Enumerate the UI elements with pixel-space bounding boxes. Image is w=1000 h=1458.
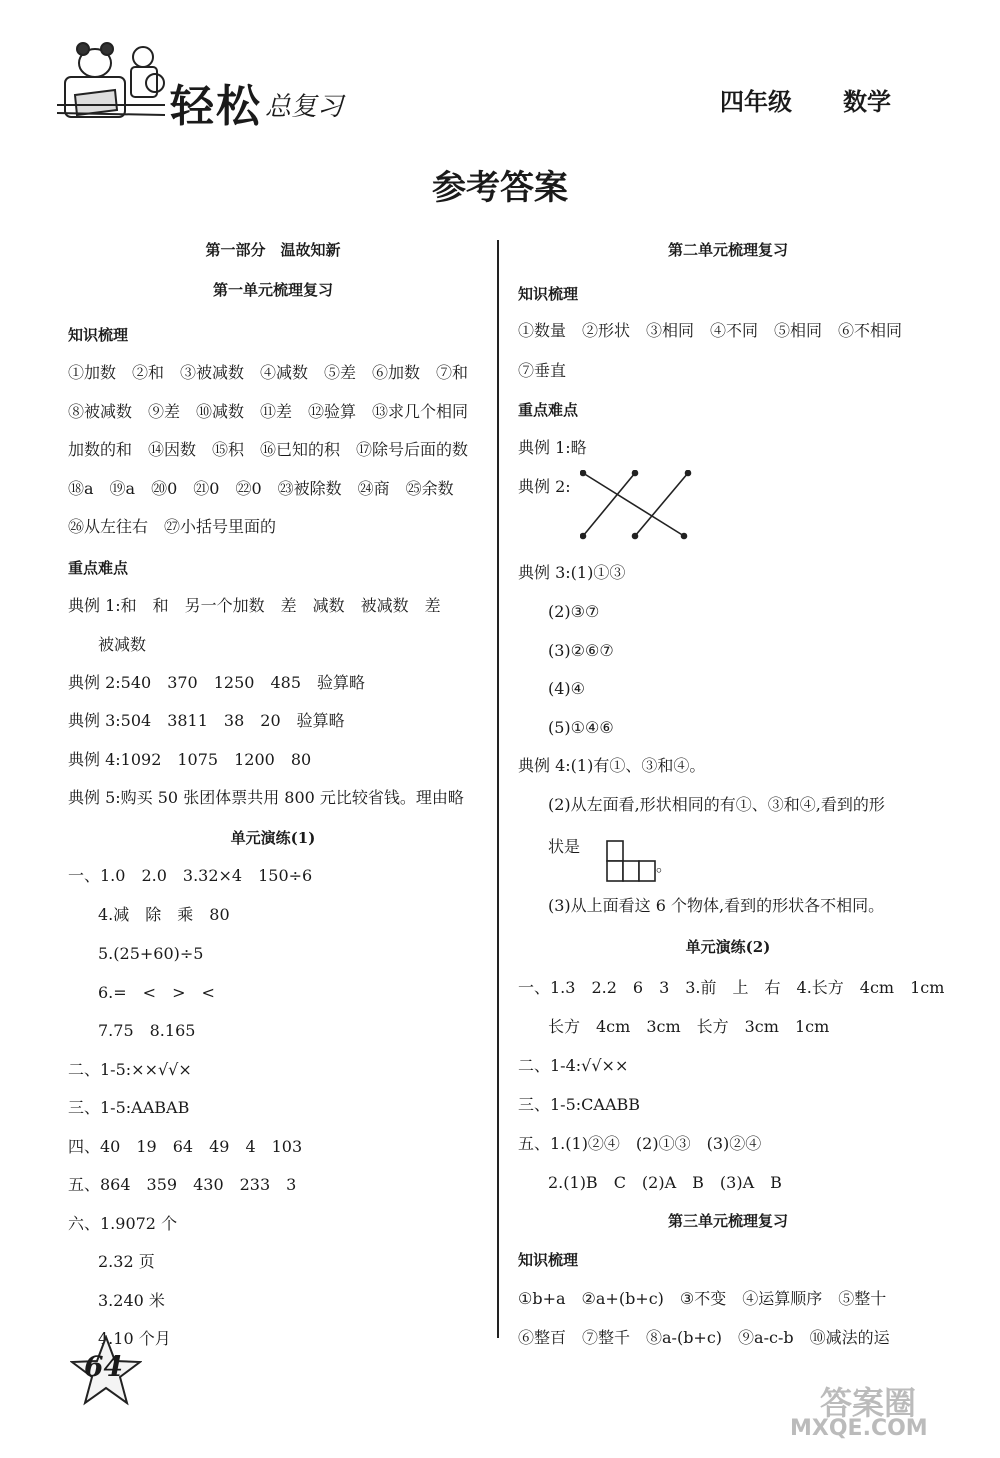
- answer-line: 三、1-5:CAABB: [518, 1095, 641, 1114]
- section-heading: 知识梳理: [518, 1251, 579, 1269]
- answer-line: 二、1-5:××√√×: [68, 1060, 192, 1079]
- answer-line: 典例 1:和 和 另一个加数 差 减数 被减数 差: [68, 596, 441, 615]
- answer-line: 五、1.(1)②④ (2)①③ (3)②④: [518, 1134, 762, 1153]
- answer-line: ①b+a ②a+(b+c) ③不变 ④运算顺序 ⑤整十: [518, 1289, 887, 1308]
- left-column: [68, 240, 478, 1348]
- section-heading: 知识梳理: [68, 326, 129, 344]
- answer-line: 4.10 个月: [98, 1329, 171, 1348]
- answer-line: 六、1.9072 个: [68, 1214, 178, 1233]
- answer-line: ①数量 ②形状 ③相同 ④不同 ⑤相同 ⑥不相同: [518, 321, 903, 340]
- subject-label: 数学: [843, 88, 891, 116]
- shape-suffix: 。: [656, 856, 673, 875]
- answer-line: 典例 2:540 370 1250 485 验算略: [68, 673, 365, 692]
- answer-line: 被减数: [98, 635, 147, 654]
- answer-line: ㉖从左往右 ㉗小括号里面的: [68, 517, 277, 536]
- watermark-url: MXQE.COM: [790, 1416, 928, 1441]
- matching-lines-diagram: [580, 470, 692, 540]
- brand-title: 轻松: [170, 81, 262, 132]
- answer-line: 五、864 359 430 233 3: [68, 1175, 297, 1194]
- answer-line: ⑧被减数 ⑨差 ⑩减数 ⑪差 ⑫验算 ⑬求几个相同: [68, 402, 469, 421]
- page-number: 64: [84, 1350, 123, 1383]
- answer-line: 2.(1)B C (2)A B (3)A B: [548, 1173, 782, 1192]
- answer-line: (2)从左面看,形状相同的有①、③和④,看到的形: [548, 795, 885, 814]
- page-title: 参考答案: [432, 168, 568, 208]
- answer-line: 4.减 除 乘 80: [98, 905, 230, 924]
- section-heading: 第一单元梳理复习: [212, 281, 333, 299]
- section-heading: 重点难点: [68, 559, 129, 577]
- answer-line: 二、1-4:√√××: [518, 1056, 629, 1075]
- left-view-shape-diagram: [606, 840, 656, 882]
- answer-line: 典例 4:(1)有①、③和④。: [518, 756, 706, 775]
- section-heading: 单元演练(1): [230, 829, 316, 847]
- answer-line: ⑦垂直: [518, 361, 567, 380]
- column-divider: [497, 240, 499, 1338]
- answer-line: 长方 4cm 3cm 长方 3cm 1cm: [548, 1017, 830, 1036]
- section-heading: 第一部分 温故知新: [205, 241, 341, 259]
- answer-line: 典例 1:略: [518, 438, 587, 457]
- answer-line: 典例 4:1092 1075 1200 80: [68, 750, 312, 769]
- right-column: [518, 240, 945, 1347]
- section-heading: 知识梳理: [518, 285, 579, 303]
- brand-subtitle: 总复习: [265, 92, 344, 122]
- section-heading: 第三单元梳理复习: [667, 1212, 788, 1230]
- answer-line: 三、1-5:AABAB: [68, 1098, 190, 1117]
- answer-line: (3)从上面看这 6 个物体,看到的形状各不相同。: [548, 896, 885, 915]
- answer-line: ⑱a ⑲a ⑳0 ㉑0 ㉒0 ㉓被除数 ㉔商 ㉕余数: [68, 479, 454, 498]
- answer-line: 典例 5:购买 50 张团体票共用 800 元比较省钱。理由略: [68, 788, 464, 807]
- grade-label: 四年级: [720, 88, 792, 116]
- answer-line: 7.75 8.165: [98, 1021, 196, 1040]
- answer-line: 四、40 19 64 49 4 103: [68, 1137, 303, 1156]
- answer-line: 一、1.3 2.2 6 3 3.前 上 右 4.长方 4cm 1cm: [518, 978, 945, 997]
- answer-line: 一、1.0 2.0 3.32×4 150÷6: [68, 866, 313, 885]
- answer-line: 状是: [548, 837, 581, 856]
- answer-line: 典例 2:: [518, 477, 571, 496]
- answer-line: ⑥整百 ⑦整千 ⑧a-(b+c) ⑨a-c-b ⑩减法的运: [518, 1328, 890, 1347]
- answer-line: 加数的和 ⑭因数 ⑮积 ⑯已知的积 ⑰除号后面的数: [68, 440, 469, 459]
- answer-line: 典例 3:(1)①③: [518, 563, 626, 582]
- answer-line: 3.240 米: [98, 1291, 165, 1310]
- section-heading: 单元演练(2): [685, 938, 771, 956]
- answer-line: 典例 3:504 3811 38 20 验算略: [68, 711, 345, 730]
- watermark-cn: 答案圈: [820, 1384, 917, 1422]
- section-heading: 第二单元梳理复习: [667, 241, 788, 259]
- answer-line: (2)③⑦: [548, 602, 600, 621]
- answer-line: ①加数 ②和 ③被减数 ④减数 ⑤差 ⑥加数 ⑦和: [68, 363, 469, 382]
- answer-line: (4)④: [548, 679, 586, 698]
- answer-line: 5.(25+60)÷5: [98, 944, 204, 963]
- section-heading: 重点难点: [518, 401, 579, 419]
- answer-line: (3)②⑥⑦: [548, 641, 614, 660]
- answer-line: 2.32 页: [98, 1252, 155, 1271]
- answer-line: 6.= < > <: [98, 983, 215, 1002]
- answer-line: (5)①④⑥: [548, 718, 614, 737]
